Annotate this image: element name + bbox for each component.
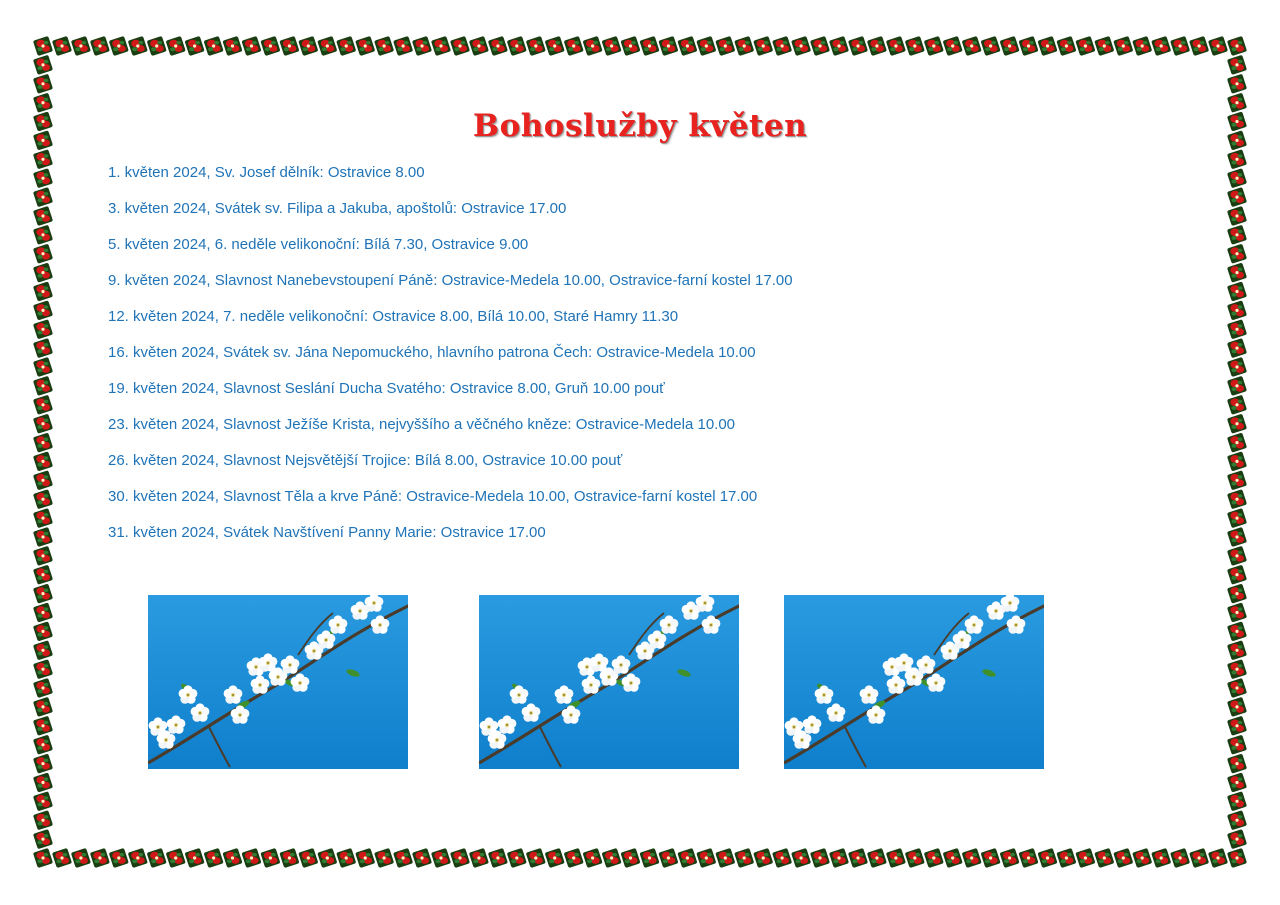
- border-flower-icon: [33, 565, 53, 585]
- border-flower-icon: [602, 36, 622, 56]
- border-flower-icon: [374, 848, 394, 868]
- border-flower-icon: [620, 36, 640, 56]
- border-flower-icon: [1189, 848, 1209, 868]
- border-flower-icon: [583, 848, 603, 868]
- border-flower-icon: [412, 36, 432, 56]
- border-flower-icon: [1227, 263, 1247, 283]
- border-flower-icon: [1208, 36, 1228, 56]
- border-flower-icon: [810, 36, 830, 56]
- border-flower-icon: [33, 187, 53, 207]
- border-flower-icon: [1227, 848, 1247, 868]
- border-flower-icon: [185, 848, 205, 868]
- border-flower-icon: [886, 848, 906, 868]
- border-flower-icon: [753, 848, 773, 868]
- schedule-item: 16. květen 2024, Svátek sv. Jána Nepomuckého, hlavního patrona Čech: Ostravice-Medela 10.00: [108, 344, 756, 361]
- border-flower-icon: [507, 36, 527, 56]
- border-flower-icon: [33, 470, 53, 490]
- border-flower-icon: [734, 848, 754, 868]
- mass-schedule-list: [108, 158, 793, 554]
- schedule-item: 19. květen 2024, Slavnost Seslání Ducha Svatého: Ostravice 8.00, Gruň 10.00 pouť: [108, 380, 665, 397]
- border-flower-icon: [166, 36, 186, 56]
- border-flower-icon: [33, 829, 53, 849]
- schedule-item: 12. květen 2024, 7. neděle velikonoční: Ostravice 8.00, Bílá 10.00, Staré Hamry 11.30: [108, 308, 679, 325]
- border-flower-icon: [1227, 508, 1247, 528]
- border-flower-icon: [412, 848, 432, 868]
- border-flower-icon: [696, 848, 716, 868]
- border-flower-icon: [658, 36, 678, 56]
- photo-row: [0, 595, 1280, 770]
- border-flower-icon: [1227, 55, 1247, 75]
- border-flower-icon: [1000, 848, 1020, 868]
- border-flower-icon: [1227, 206, 1247, 226]
- border-flower-icon: [33, 414, 53, 434]
- border-flower-icon: [1075, 36, 1095, 56]
- schedule-item: 23. květen 2024, Slavnost Ježíše Krista, nejvyššího a věčného kněze: Ostravice-Medela 10.00: [108, 416, 736, 433]
- border-flower-icon: [677, 848, 697, 868]
- schedule-item: 3. květen 2024, Svátek sv. Filipa a Jakuba, apoštolů: Ostravice 17.00: [108, 200, 567, 217]
- border-flower-icon: [33, 357, 53, 377]
- border-flower-icon: [867, 36, 887, 56]
- border-flower-icon: [33, 74, 53, 94]
- border-flower-icon: [943, 36, 963, 56]
- border-flower-icon: [204, 36, 224, 56]
- border-flower-icon: [90, 848, 110, 868]
- border-flower-icon: [1056, 36, 1076, 56]
- border-flower-icon: [810, 848, 830, 868]
- border-flower-icon: [734, 36, 754, 56]
- border-flower-icon: [1227, 300, 1247, 320]
- border-flower-icon: [791, 848, 811, 868]
- border-flower-icon: [1227, 376, 1247, 396]
- border-flower-icon: [829, 848, 849, 868]
- blossom-photo-1: [148, 595, 408, 769]
- border-flower-icon: [298, 36, 318, 56]
- border-flower-icon: [772, 36, 792, 56]
- border-flower-icon: [1132, 36, 1152, 56]
- border-flower-icon: [33, 149, 53, 169]
- border-flower-icon: [260, 36, 280, 56]
- border-flower-icon: [71, 36, 91, 56]
- border-flower-icon: [1227, 395, 1247, 415]
- border-flower-icon: [33, 527, 53, 547]
- border-flower-icon: [488, 36, 508, 56]
- border-flower-icon: [1075, 848, 1095, 868]
- border-flower-icon: [317, 36, 337, 56]
- border-flower-icon: [829, 36, 849, 56]
- schedule-item: 9. květen 2024, Slavnost Nanebevstoupení Páně: Ostravice-Medela 10.00, Ostravice-farní kostel 17.00: [108, 272, 793, 289]
- border-flower-icon: [33, 319, 53, 339]
- border-flower-icon: [696, 36, 716, 56]
- border-flower-icon: [279, 848, 299, 868]
- border-flower-icon: [33, 433, 53, 453]
- border-flower-icon: [33, 810, 53, 830]
- border-flower-icon: [1227, 357, 1247, 377]
- border-flower-icon: [52, 848, 72, 868]
- border-flower-icon: [1227, 470, 1247, 490]
- border-flower-icon: [981, 848, 1001, 868]
- border-flower-icon: [1094, 848, 1114, 868]
- border-flower-icon: [393, 848, 413, 868]
- border-flower-icon: [545, 36, 565, 56]
- border-flower-icon: [1094, 36, 1114, 56]
- border-flower-icon: [241, 848, 261, 868]
- border-flower-icon: [469, 36, 489, 56]
- border-flower-icon: [52, 36, 72, 56]
- border-flower-icon: [71, 848, 91, 868]
- border-flower-icon: [33, 36, 53, 56]
- border-flower-icon: [298, 848, 318, 868]
- border-flower-icon: [1056, 848, 1076, 868]
- border-flower-icon: [639, 848, 659, 868]
- border-flower-icon: [507, 848, 527, 868]
- border-flower-icon: [33, 168, 53, 188]
- border-flower-icon: [981, 36, 1001, 56]
- border-flower-icon: [33, 206, 53, 226]
- schedule-item: 5. květen 2024, 6. neděle velikonoční: Bílá 7.30, Ostravice 9.00: [108, 236, 529, 253]
- border-flower-icon: [33, 489, 53, 509]
- border-flower-icon: [545, 848, 565, 868]
- border-flower-icon: [1151, 848, 1171, 868]
- border-flower-icon: [564, 36, 584, 56]
- border-flower-icon: [715, 36, 735, 56]
- border-flower-icon: [450, 36, 470, 56]
- border-flower-icon: [204, 848, 224, 868]
- border-flower-icon: [33, 395, 53, 415]
- border-flower-icon: [1227, 829, 1247, 849]
- border-flower-icon: [848, 36, 868, 56]
- border-flower-icon: [1227, 565, 1247, 585]
- border-flower-icon: [241, 36, 261, 56]
- border-flower-icon: [185, 36, 205, 56]
- border-flower-icon: [1227, 225, 1247, 245]
- border-flower-icon: [943, 848, 963, 868]
- border-flower-icon: [962, 36, 982, 56]
- border-flower-icon: [564, 848, 584, 868]
- border-flower-icon: [33, 848, 53, 868]
- border-flower-icon: [33, 263, 53, 283]
- border-flower-icon: [33, 225, 53, 245]
- border-flower-icon: [658, 848, 678, 868]
- border-flower-icon: [336, 848, 356, 868]
- border-flower-icon: [886, 36, 906, 56]
- border-flower-icon: [1227, 546, 1247, 566]
- border-flower-icon: [336, 36, 356, 56]
- border-flower-icon: [450, 848, 470, 868]
- border-flower-icon: [222, 848, 242, 868]
- border-flower-icon: [33, 772, 53, 792]
- border-flower-icon: [924, 848, 944, 868]
- border-flower-icon: [1170, 36, 1190, 56]
- border-flower-icon: [905, 36, 925, 56]
- border-flower-icon: [90, 36, 110, 56]
- border-flower-icon: [1227, 451, 1247, 471]
- border-flower-icon: [33, 451, 53, 471]
- border-flower-icon: [1113, 848, 1133, 868]
- border-flower-icon: [33, 546, 53, 566]
- border-flower-icon: [526, 848, 546, 868]
- border-flower-icon: [848, 848, 868, 868]
- border-flower-icon: [1227, 36, 1247, 56]
- border-flower-icon: [1227, 527, 1247, 547]
- border-flower-icon: [1227, 772, 1247, 792]
- border-flower-icon: [1018, 36, 1038, 56]
- border-flower-icon: [1227, 489, 1247, 509]
- border-flower-icon: [147, 36, 167, 56]
- border-flower-icon: [1113, 36, 1133, 56]
- border-flower-icon: [431, 848, 451, 868]
- border-flower-icon: [1208, 848, 1228, 868]
- border-flower-icon: [166, 848, 186, 868]
- border-flower-icon: [1227, 74, 1247, 94]
- border-flower-icon: [260, 848, 280, 868]
- border-flower-icon: [128, 848, 148, 868]
- border-flower-icon: [1170, 848, 1190, 868]
- border-flower-icon: [33, 791, 53, 811]
- border-flower-icon: [1227, 791, 1247, 811]
- border-flower-icon: [905, 848, 925, 868]
- border-flower-icon: [33, 508, 53, 528]
- border-flower-icon: [355, 36, 375, 56]
- border-flower-icon: [109, 36, 129, 56]
- border-flower-icon: [583, 36, 603, 56]
- border-flower-icon: [1037, 848, 1057, 868]
- border-flower-icon: [620, 848, 640, 868]
- border-flower-icon: [374, 36, 394, 56]
- border-flower-icon: [1037, 36, 1057, 56]
- border-flower-icon: [772, 848, 792, 868]
- border-flower-icon: [1227, 338, 1247, 358]
- border-flower-icon: [602, 848, 622, 868]
- border-flower-icon: [924, 36, 944, 56]
- border-flower-icon: [1227, 149, 1247, 169]
- border-flower-icon: [1227, 281, 1247, 301]
- border-flower-icon: [33, 338, 53, 358]
- border-flower-icon: [317, 848, 337, 868]
- border-flower-icon: [753, 36, 773, 56]
- border-flower-icon: [526, 36, 546, 56]
- border-flower-icon: [1227, 319, 1247, 339]
- blossom-photo-2: [479, 595, 739, 769]
- border-flower-icon: [431, 36, 451, 56]
- border-flower-icon: [677, 36, 697, 56]
- border-flower-icon: [33, 281, 53, 301]
- border-flower-icon: [1227, 168, 1247, 188]
- border-flower-icon: [1132, 848, 1152, 868]
- border-flower-icon: [469, 848, 489, 868]
- blossom-photo-3: [784, 595, 1044, 769]
- border-flower-icon: [1227, 433, 1247, 453]
- border-flower-icon: [33, 244, 53, 264]
- border-flower-icon: [33, 376, 53, 396]
- border-flower-icon: [791, 36, 811, 56]
- border-flower-icon: [33, 55, 53, 75]
- border-flower-icon: [1000, 36, 1020, 56]
- page-title: Bohoslužby květen: [472, 108, 808, 144]
- border-flower-icon: [355, 848, 375, 868]
- border-flower-icon: [1227, 810, 1247, 830]
- border-flower-icon: [1227, 244, 1247, 264]
- border-flower-icon: [1227, 187, 1247, 207]
- border-flower-icon: [1151, 36, 1171, 56]
- border-flower-icon: [1227, 414, 1247, 434]
- schedule-item: 30. květen 2024, Slavnost Těla a krve Páně: Ostravice-Medela 10.00, Ostravice-farní kostel 17.00: [108, 488, 758, 505]
- border-flower-icon: [715, 848, 735, 868]
- border-flower-icon: [488, 848, 508, 868]
- schedule-item: 26. květen 2024, Slavnost Nejsvětější Trojice: Bílá 8.00, Ostravice 10.00 pouť: [108, 452, 623, 469]
- border-flower-icon: [109, 848, 129, 868]
- border-flower-icon: [279, 36, 299, 56]
- border-flower-icon: [962, 848, 982, 868]
- border-flower-icon: [393, 36, 413, 56]
- border-flower-icon: [147, 848, 167, 868]
- border-flower-icon: [867, 848, 887, 868]
- border-flower-icon: [1018, 848, 1038, 868]
- border-flower-icon: [128, 36, 148, 56]
- border-flower-icon: [222, 36, 242, 56]
- border-flower-icon: [639, 36, 659, 56]
- border-flower-icon: [1189, 36, 1209, 56]
- schedule-item: 31. květen 2024, Svátek Navštívení Panny Marie: Ostravice 17.00: [108, 524, 546, 541]
- schedule-item: 1. květen 2024, Sv. Josef dělník: Ostravice 8.00: [108, 164, 425, 181]
- border-flower-icon: [33, 300, 53, 320]
